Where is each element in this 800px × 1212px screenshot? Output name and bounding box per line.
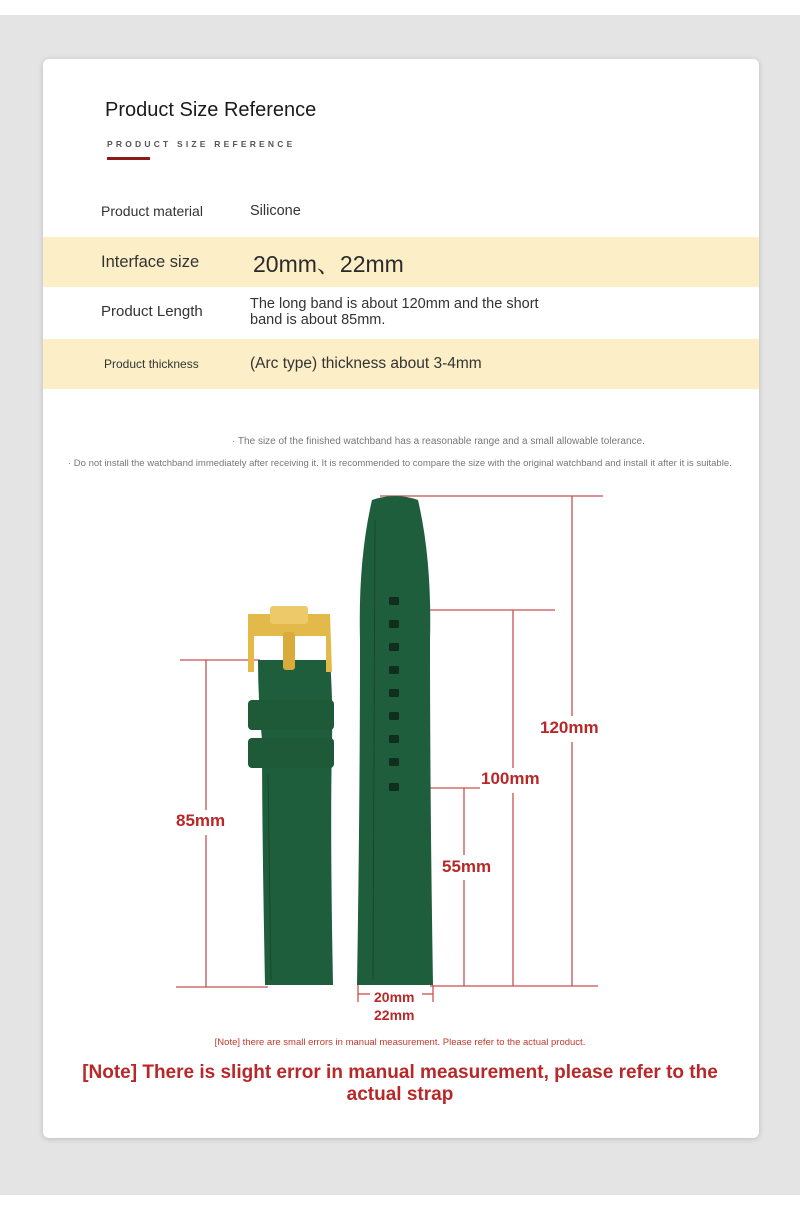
spec-label: Interface size [101,253,200,271]
dimension-label-hole-last: 55mm [442,857,492,876]
strap-holes [389,597,399,791]
dimension-label-width-1: 20mm [374,989,415,1005]
note-big-red: [Note] There is slight error in manual measurement, please refer to the actual strap [82,1062,718,1105]
spec-value: 20mm、22mm [253,250,404,277]
note-install: · Do not install the watchband immediately after receiving it. It is recommended to compare the size with the original watchband and install it after it is suitable. [68,458,732,469]
spec-label: Product Length [101,303,203,320]
spec-label: Product thickness [104,357,199,371]
note-tolerance: · The size of the finished watchband has a reasonable range and a small allowable tolerance. [232,436,645,447]
spec-label: Product material [101,203,203,219]
spec-value: Silicone [250,203,301,219]
spec-value: The long band is about 120mm and the short band is about 85mm. [250,296,539,328]
page-subtitle: PRODUCT SIZE REFERENCE [107,139,296,149]
short-band [248,660,334,985]
page-title: Product Size Reference [105,99,317,121]
dimension-label-long-band: 120mm [540,718,599,737]
note-small-red: [Note] there are small errors in manual measurement. Please refer to the actual product. [214,1037,586,1048]
spec-value: (Arc type) thickness about 3-4mm [250,355,482,372]
dimension-label-hole-top: 100mm [481,769,540,788]
dimension-label-width-2: 22mm [374,1007,415,1023]
dimension-label-short-band: 85mm [176,811,226,830]
